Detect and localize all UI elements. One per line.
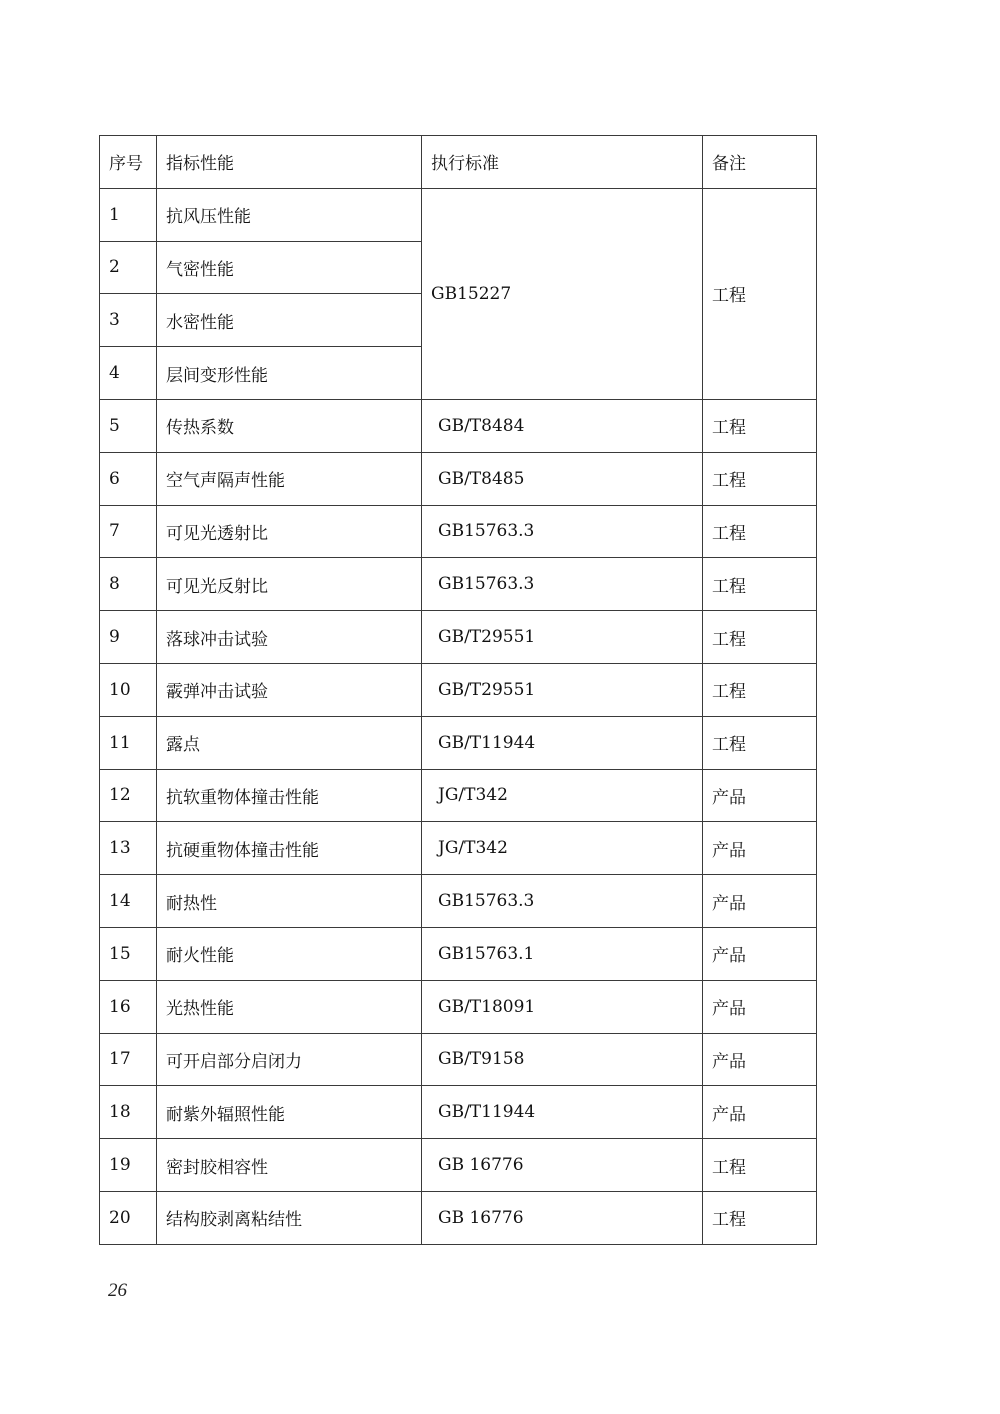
row-number: 18 (100, 1086, 157, 1139)
row-note: 产品 (703, 822, 817, 875)
row-number: 6 (100, 452, 157, 505)
row-note: 产品 (703, 875, 817, 928)
row-item: 水密性能 (157, 294, 422, 347)
row-item: 空气声隔声性能 (157, 452, 422, 505)
row-note: 工程 (703, 505, 817, 558)
header-note: 备注 (703, 136, 817, 189)
row-standard: GB 16776 (422, 1191, 703, 1244)
row-standard: GB15763.3 (422, 875, 703, 928)
row-standard: GB/T18091 (422, 980, 703, 1033)
row-number: 11 (100, 716, 157, 769)
row-number: 1 (100, 188, 157, 241)
table-row (100, 558, 817, 611)
row-standard: JG/T342 (422, 822, 703, 875)
standards-table (99, 135, 817, 1245)
table-row (100, 927, 817, 980)
table-row (100, 1139, 817, 1192)
row-number: 4 (100, 347, 157, 400)
row-number: 20 (100, 1191, 157, 1244)
row-standard: GB15763.1 (422, 927, 703, 980)
row-item: 抗软重物体撞击性能 (157, 769, 422, 822)
row-item: 霰弹冲击试验 (157, 663, 422, 716)
row-note: 产品 (703, 927, 817, 980)
row-standard: GB/T8485 (422, 452, 703, 505)
table-row (100, 1086, 817, 1139)
header-row (100, 136, 817, 189)
row-item: 可见光透射比 (157, 505, 422, 558)
table-row (100, 875, 817, 928)
row-note: 工程 (703, 1139, 817, 1192)
row-standard: GB/T9158 (422, 1033, 703, 1086)
row-item: 露点 (157, 716, 422, 769)
row-note: 工程 (703, 611, 817, 664)
table-row (100, 399, 817, 452)
row-note: 工程 (703, 716, 817, 769)
row-note: 工程 (703, 558, 817, 611)
table-row (100, 1033, 817, 1086)
row-note: 产品 (703, 980, 817, 1033)
row-item: 耐热性 (157, 875, 422, 928)
row-standard: GB/T8484 (422, 399, 703, 452)
row-item: 落球冲击试验 (157, 611, 422, 664)
row-number: 8 (100, 558, 157, 611)
row-standard: JG/T342 (422, 769, 703, 822)
table-row (100, 663, 817, 716)
header-standard: 执行标准 (422, 136, 703, 189)
row-standard: GB15763.3 (422, 558, 703, 611)
row-item: 层间变形性能 (157, 347, 422, 400)
row-number: 17 (100, 1033, 157, 1086)
row-number: 2 (100, 241, 157, 294)
row-standard: GB/T11944 (422, 1086, 703, 1139)
table-row (100, 611, 817, 664)
row-number: 10 (100, 663, 157, 716)
row-standard-merged: GB15227 (422, 188, 703, 399)
row-note: 产品 (703, 1033, 817, 1086)
row-number: 9 (100, 611, 157, 664)
row-note: 工程 (703, 452, 817, 505)
row-number: 19 (100, 1139, 157, 1192)
row-item: 光热性能 (157, 980, 422, 1033)
row-note: 产品 (703, 1086, 817, 1139)
row-number: 7 (100, 505, 157, 558)
row-number: 16 (100, 980, 157, 1033)
row-note-merged: 工程 (703, 188, 817, 399)
row-item: 可见光反射比 (157, 558, 422, 611)
row-standard: GB 16776 (422, 1139, 703, 1192)
row-item: 可开启部分启闭力 (157, 1033, 422, 1086)
table-row (100, 716, 817, 769)
table-row (100, 980, 817, 1033)
header-item: 指标性能 (157, 136, 422, 189)
page-number: 26 (108, 1280, 127, 1301)
row-number: 14 (100, 875, 157, 928)
table-row (100, 769, 817, 822)
row-item: 抗风压性能 (157, 188, 422, 241)
row-note: 产品 (703, 769, 817, 822)
table-body (100, 136, 817, 1245)
row-number: 15 (100, 927, 157, 980)
row-item: 结构胶剥离粘结性 (157, 1191, 422, 1244)
row-item: 气密性能 (157, 241, 422, 294)
table-row (100, 452, 817, 505)
row-item: 密封胶相容性 (157, 1139, 422, 1192)
row-item: 传热系数 (157, 399, 422, 452)
row-note: 工程 (703, 399, 817, 452)
row-item: 耐紫外辐照性能 (157, 1086, 422, 1139)
row-note: 工程 (703, 1191, 817, 1244)
table-row (100, 505, 817, 558)
table-row (100, 188, 817, 241)
row-number: 3 (100, 294, 157, 347)
row-standard: GB/T29551 (422, 611, 703, 664)
row-number: 13 (100, 822, 157, 875)
row-number: 12 (100, 769, 157, 822)
row-item: 抗硬重物体撞击性能 (157, 822, 422, 875)
row-note: 工程 (703, 663, 817, 716)
table-row (100, 1191, 817, 1244)
row-number: 5 (100, 399, 157, 452)
row-standard: GB/T11944 (422, 716, 703, 769)
row-standard: GB15763.3 (422, 505, 703, 558)
table-row (100, 822, 817, 875)
row-standard: GB/T29551 (422, 663, 703, 716)
header-no: 序号 (100, 136, 157, 189)
row-item: 耐火性能 (157, 927, 422, 980)
